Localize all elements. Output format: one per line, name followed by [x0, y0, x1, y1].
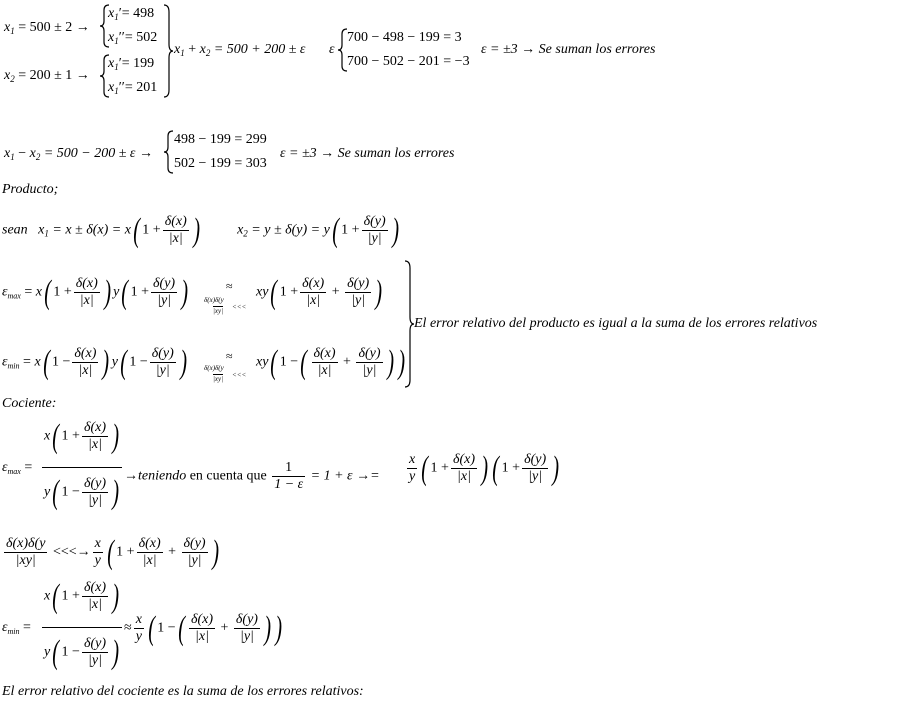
- right-brace-product: [404, 260, 414, 388]
- approx-symbol-max: ≈: [226, 279, 233, 293]
- sean-line: sean $x_1 = x \pm \delta(x) = x$( 1 + $\frac{\delta(x)}{|x|}$ ) $x_2 = y \pm \delta(y) = y$( 1 + $\frac{\delta(y)}{|y|}$ ): [2, 211, 399, 249]
- diff-case-b: 502 − 199 = 303: [174, 156, 267, 171]
- producto-conclusion: El error relativo del producto es igual a la suma de los errores relativos: [414, 316, 818, 331]
- emax-quotient-rhs: $\frac{x}{y}$ ( 1 + $\frac{\delta(x)}{|x|}$ ) ( 1 + $\frac{\delta(y)}{|y|}$ ): [409, 449, 560, 487]
- eq-sum: $x_1 + x_2 = 500 + 200 \pm \varepsilon$: [174, 42, 306, 58]
- eq-diff: $x_1 - x_2 = 500 - 200 \pm \varepsilon$ →: [4, 146, 153, 162]
- eps-case-a: 700 − 498 − 199 = 3: [347, 30, 462, 45]
- emax-quotient-bar: [42, 467, 122, 468]
- emin-quotient-bar: [42, 627, 122, 628]
- approx-note-max-tail: <<<: [232, 303, 247, 311]
- eq-x2: $x_2 = 200 \pm 1$ →: [4, 68, 90, 84]
- approx-note-min-tail: <<<: [232, 371, 247, 379]
- emax-quotient-num: x( 1 + $\frac{\delta(x)}{|x|}$ ): [44, 417, 120, 455]
- approx-note-min: δ(x)δ(y: [204, 364, 224, 372]
- approx-note-max-den: |xy|: [213, 307, 224, 315]
- emax-product-rhs: xy( 1 + $\frac{\delta(x)}{|x|}$ + $\frac{\delta(y)}{|y|}$ ): [256, 273, 383, 311]
- cociente-conclusion: El error relativo del cociente es la suma de los errores relativos:: [2, 684, 364, 699]
- approx-note-max: δ(x)δ(y: [204, 296, 224, 304]
- emax-product: $\varepsilon_{max} = x$( 1 + $\frac{\delta(x)}{|x|}$ ) y( 1 + $\frac{\delta(y)}{|y|}$ ): [2, 273, 189, 311]
- producto-heading: Producto;: [2, 182, 59, 197]
- diff-case-a: 498 − 199 = 299: [174, 132, 267, 147]
- cociente-heading: Cociente:: [2, 396, 57, 411]
- case-x2-a: $x_1'= 199$: [108, 56, 155, 72]
- diff-result: ε = ±3 → Se suman los errores: [280, 146, 455, 161]
- eps-label: ε: [329, 42, 335, 57]
- emin-quotient-lhs: $\varepsilon_{min}$ =: [2, 620, 31, 636]
- emin-quotient-rhs: ≈ $\frac{x}{y}$ ( 1 −( $\frac{\delta(x)}{|x|}$ + $\frac{\delta(y)}{|y|}$ ) ): [124, 609, 283, 647]
- eps-result: ε = ±3 → Se suman los errores: [481, 42, 656, 57]
- approx-symbol-min: ≈: [226, 349, 233, 363]
- emin-quotient-den: y( 1 − $\frac{\delta(y)}{|y|}$ ): [44, 633, 120, 671]
- emax-quotient-den: y( 1 − $\frac{\delta(y)}{|y|}$ ): [44, 473, 120, 511]
- case-x1-a: $x_1'= 498$: [108, 6, 155, 22]
- approx-note-min-den: |xy|: [213, 375, 224, 383]
- emin-product: $\varepsilon_{min} = x$( 1 − $\frac{\delta(x)}{|x|}$ ) y( 1 − $\frac{\delta(y)}{|y|}$ ): [2, 343, 187, 381]
- right-brace-sum: [163, 4, 173, 98]
- brace-diff: [164, 130, 174, 174]
- emax-quotient-mid: →teniendo en cuenta que $\frac{1}{1 - \varepsilon}$ = 1 + ε →=: [124, 460, 380, 492]
- case-x2-b: $x_1''= 201$: [108, 80, 158, 96]
- eps-case-b: 700 − 502 − 201 = −3: [347, 54, 470, 69]
- case-x1-b: $x_1''= 502$: [108, 30, 158, 46]
- eq-x1: $x_1 = 500 \pm 2$ →: [4, 20, 90, 36]
- emin-quotient-num: x( 1 + $\frac{\delta(x)}{|x|}$ ): [44, 577, 120, 615]
- delta-quotient-line: $\frac{\delta(x)\delta(y}{|xy|}$ <<<→ $\frac{x}{y}$ ( 1 + $\frac{\delta(x)}{|x|}$ + $\frac{\delta(y)}{|y|}$ ): [6, 533, 219, 571]
- emax-quotient-lhs: $\varepsilon_{max}$ =: [2, 460, 33, 476]
- emin-product-rhs: xy( 1 −( $\frac{\delta(x)}{|x|}$ + $\frac{\delta(y)}{|y|}$ ) ): [256, 343, 405, 381]
